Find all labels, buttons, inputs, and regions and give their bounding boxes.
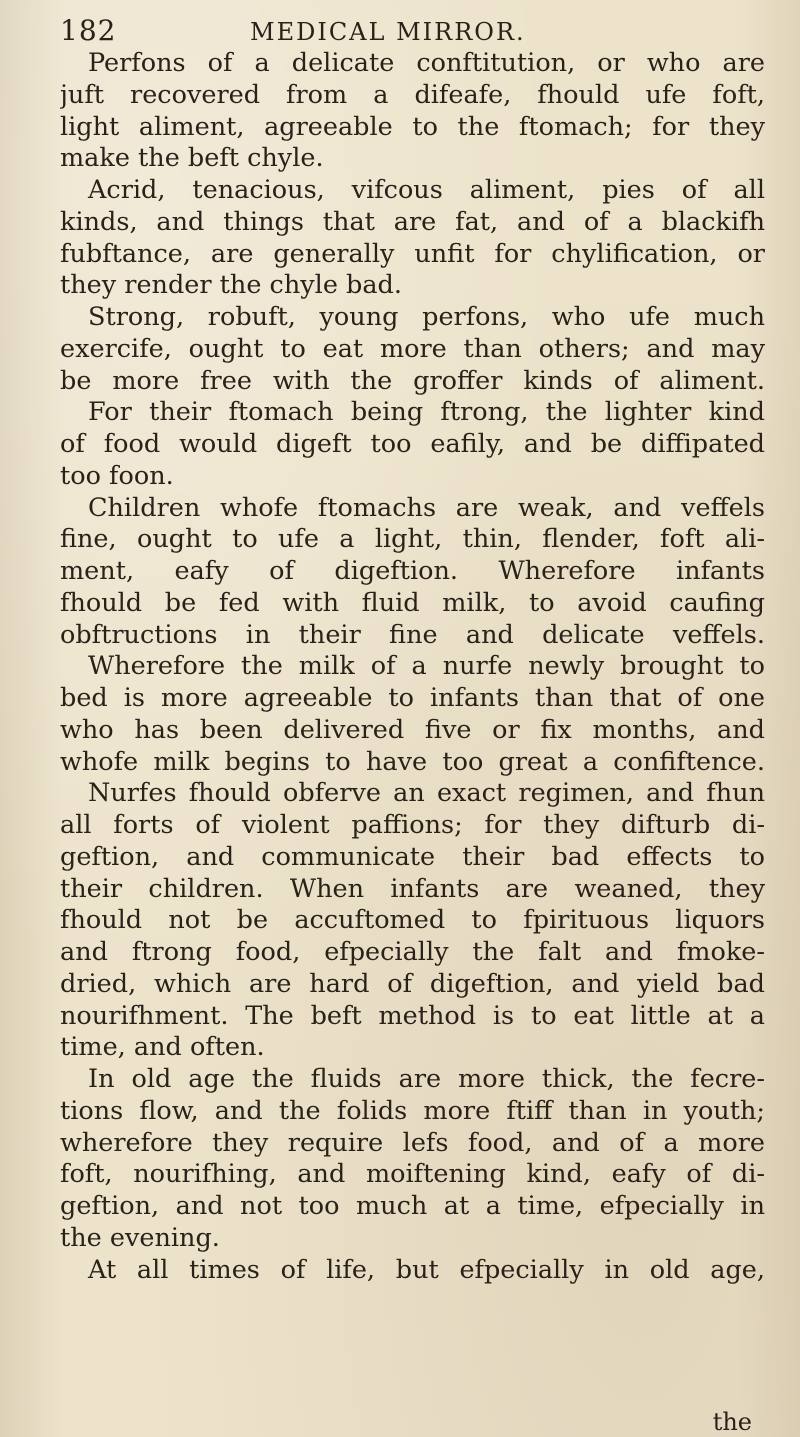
text-line: be more free with the groffer kinds of aliment. [60, 365, 765, 396]
text-line: fine, ought to ufe a light, thin, flender, foft ali- [60, 524, 765, 555]
catchword: the [712, 1408, 752, 1436]
text-line: their children. When infants are weaned, they [60, 873, 765, 904]
text-line: Wherefore the milk of a nurfe newly brought to [88, 651, 765, 682]
text-line: ment, eafy of digeftion. Wherefore infants [60, 556, 765, 586]
text-line: make the beft chyle. [60, 143, 324, 174]
text-line: dried, which are hard of digeftion, and yield bad [60, 968, 765, 999]
text-line: Acrid, tenacious, vifcous aliment, pies of all [88, 175, 765, 205]
text-line: the evening. [60, 1222, 220, 1253]
text-line: fubftance, are generally unfit for chylification, or [60, 238, 765, 269]
text-line: In old age the fluids are more thick, the fecre- [88, 1064, 765, 1094]
text-line: Perfons of a delicate conftitution, or who are [88, 48, 765, 78]
body-text [60, 48, 765, 1286]
text-line: too foon. [60, 460, 174, 491]
running-head: MEDICAL MIRROR. [250, 18, 526, 46]
text-line: foft, nourifhing, and moiftening kind, eafy of di- [60, 1159, 765, 1190]
text-line: geftion, and not too much at a time, efpecially in [60, 1191, 765, 1221]
page-number: 182 [60, 14, 117, 47]
page-header [60, 12, 760, 50]
text-line: nourifhment. The beft method is to eat little at a [60, 1000, 765, 1031]
text-line: bed is more agreeable to infants than that of one [60, 683, 765, 713]
text-line: wherefore they require lefs food, and of a more [60, 1127, 765, 1158]
text-line: exercife, ought to eat more than others; and may [60, 333, 765, 364]
text-line: tions flow, and the folids more ftiff than in youth; [60, 1095, 765, 1126]
text-line: Strong, robuft, young perfons, who ufe much [88, 302, 765, 332]
text-line: For their ftomach being ftrong, the lighter kind [88, 397, 765, 428]
text-line: obftructions in their fine and delicate veffels. [60, 619, 765, 650]
text-line: Nurfes fhould obferve an exact regimen, and fhun [88, 778, 765, 809]
text-line: geftion, and communicate their bad effects to [60, 841, 765, 872]
text-line: of food would digeft too eafily, and be diffipated [60, 429, 765, 459]
text-line: juft recovered from a difeafe, fhould ufe foft, [60, 79, 765, 110]
text-line: fhould be fed with fluid milk, to avoid caufing [60, 587, 765, 618]
text-line: all forts of violent paffions; for they difturb di- [60, 810, 765, 840]
text-line: At all times of life, but efpecially in old age, [88, 1254, 765, 1285]
text-line: and ftrong food, efpecially the falt and fmoke- [60, 937, 765, 967]
text-line: whofe milk begins to have too great a confiftence. [60, 746, 765, 777]
text-line: kinds, and things that are fat, and of a blackifh [60, 206, 765, 237]
text-line: time, and often. [60, 1032, 265, 1063]
text-line: light aliment, agreeable to the ftomach; for they [60, 111, 765, 142]
text-line: who has been delivered five or fix months, and [60, 714, 765, 745]
text-line: they render the chyle bad. [60, 270, 402, 301]
text-line: fhould not be accuftomed to fpirituous liquors [60, 905, 765, 936]
text-line: Children whofe ftomachs are weak, and veffels [88, 492, 765, 523]
